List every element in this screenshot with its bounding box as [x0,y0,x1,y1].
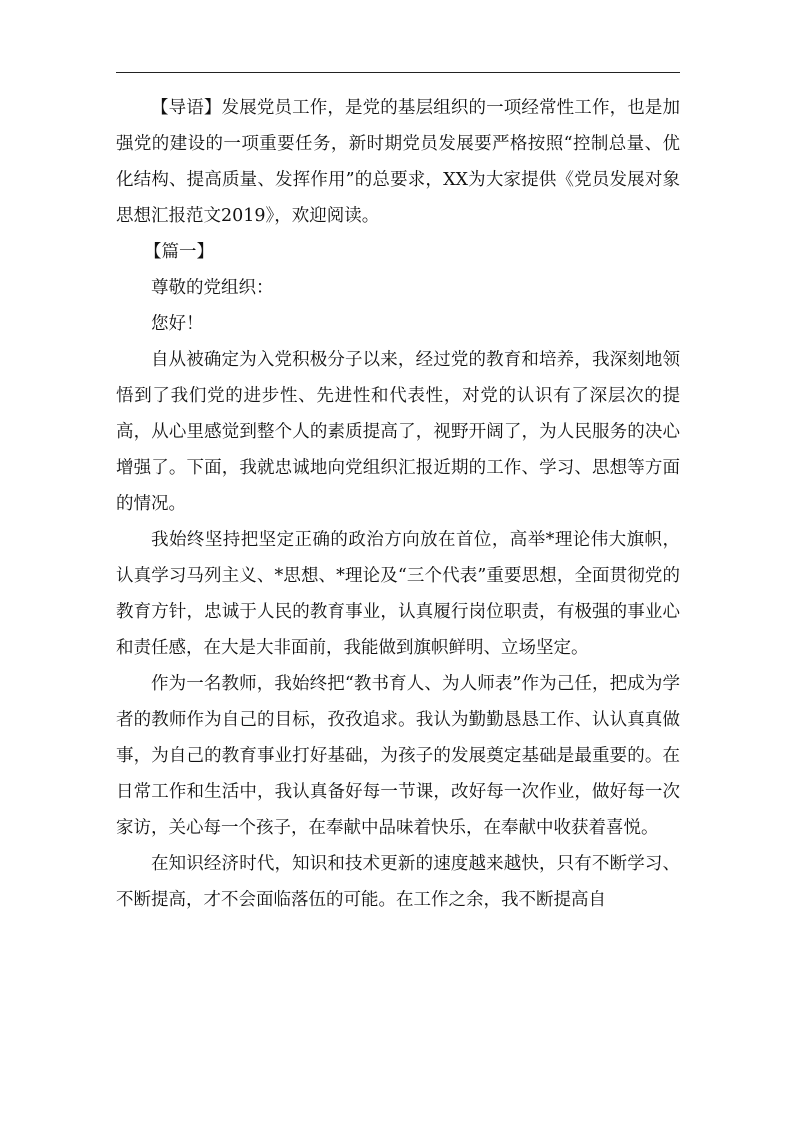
greeting: 您好！ [151,314,204,334]
header-rule [116,72,680,73]
section-heading: 【篇一】 [144,242,214,262]
document-body [116,90,680,918]
body-paragraph: 自从被确定为入党积极分子以来，经过党的教育和培养，我深刻地领悟到了我们党的进步性、先进性和代表性，对党的认识有了深层次的提高，从心里感觉到整个人的素质提高了，视野开阔了，为人民服务的决心增强了。下面，我就忠诚地向党组织汇报近期的工作、学习、思想等方面的情况。 [116,350,680,514]
salutation: 尊敬的党组织： [151,278,274,298]
intro-paragraph: 【导语】发展党员工作，是党的基层组织的一项经常性工作，也是加强党的建设的一项重要任务，新时期党员发展要严格按照“控制总量、优化结构、提高质量、发挥作用”的总要求，XX为大家提供《党员发展对象思想汇报范文2019》，欢迎阅读。 [116,98,680,226]
body-paragraph: 在知识经济时代，知识和技术更新的速度越来越快，只有不断学习、不断提高，才不会面临落伍的可能。在工作之余，我不断提高自 [116,854,680,910]
body-paragraph: 作为一名教师，我始终把“教书育人、为人师表”作为己任，把成为学者的教师作为自己的目标，孜孜追求。我认为勤勤恳恳工作、认认真真做事，为自己的教育事业打好基础，为孩子的发展奠定基础是最重要的。在日常工作和生活中，我认真备好每一节课，改好每一次作业，做好每一次家访，关心每一个孩子，在奉献中品味着快乐，在奉献中收获着喜悦。 [116,674,680,838]
body-paragraph: 我始终坚持把坚定正确的政治方向放在首位，高举*理论伟大旗帜，认真学习马列主义、*思想、*理论及“三个代表”重要思想，全面贯彻党的教育方针，忠诚于人民的教育事业，认真履行岗位职责，有极强的事业心和责任感，在大是大非面前，我能做到旗帜鲜明、立场坚定。 [116,530,680,658]
